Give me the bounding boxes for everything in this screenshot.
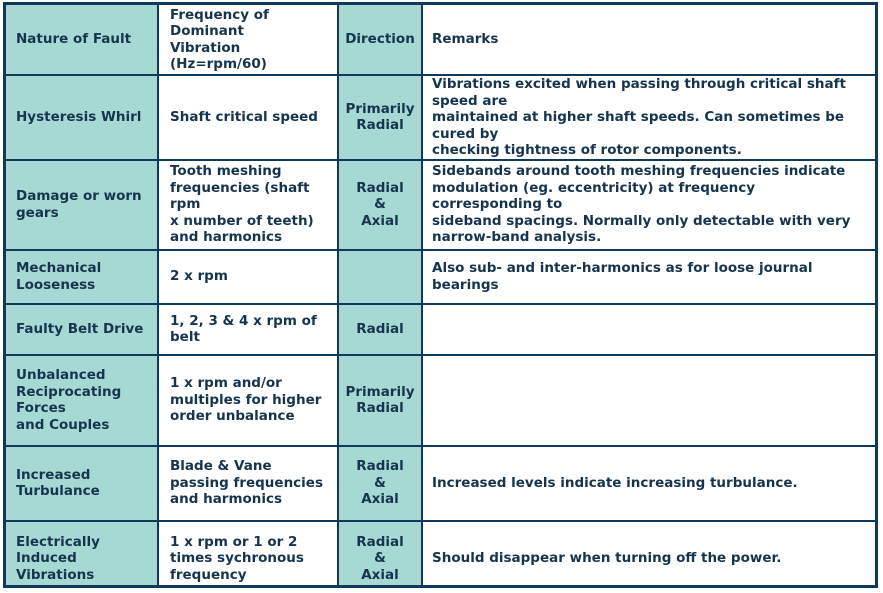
header-remarks: Remarks	[422, 5, 875, 75]
table-row	[6, 355, 875, 446]
table-row	[6, 446, 875, 521]
remarks-cell: Vibrations excited when passing through critical shaft speed are maintained at higher shaft speeds. Can sometimes be cured by checking tightness of rotor components.	[422, 75, 875, 160]
remarks-cell: Increased levels indicate increasing turbulance.	[422, 446, 875, 521]
fault-cell: Increased Turbulance	[6, 446, 158, 521]
frequency-cell: 1, 2, 3 & 4 x rpm of belt	[158, 304, 338, 355]
fault-cell: Hysteresis Whirl	[6, 75, 158, 160]
header-fault: Nature of Fault	[6, 5, 158, 75]
remarks-cell: Also sub- and inter-harmonics as for loose journal bearings	[422, 250, 875, 304]
table-header-row	[6, 5, 875, 75]
fault-cell: Damage or worn gears	[6, 160, 158, 250]
fault-table	[3, 2, 878, 588]
fault-cell: Mechanical Looseness	[6, 250, 158, 304]
header-frequency: Frequency of Dominant Vibration (Hz=rpm/60)	[158, 5, 338, 75]
remarks-cell	[422, 355, 875, 446]
header-direction: Direction	[338, 5, 422, 75]
frequency-cell: Shaft critical speed	[158, 75, 338, 160]
remarks-cell	[422, 304, 875, 355]
table-row	[6, 521, 875, 589]
table-row	[6, 304, 875, 355]
fault-table-grid	[6, 5, 875, 588]
direction-cell: Radial & Axial	[338, 160, 422, 250]
direction-cell: Primarily Radial	[338, 75, 422, 160]
direction-cell: Primarily Radial	[338, 355, 422, 446]
direction-cell: Radial & Axial	[338, 446, 422, 521]
frequency-cell: 2 x rpm	[158, 250, 338, 304]
frequency-cell: Blade & Vane passing frequencies and harmonics	[158, 446, 338, 521]
direction-cell: Radial & Axial	[338, 521, 422, 589]
fault-cell: Electrically Induced Vibrations	[6, 521, 158, 589]
direction-cell	[338, 250, 422, 304]
remarks-cell: Sidebands around tooth meshing frequencies indicate modulation (eg. eccentricity) at frequency corresponding to sideband spacings. Normally only detectable with very narrow-band analysis.	[422, 160, 875, 250]
fault-cell: Faulty Belt Drive	[6, 304, 158, 355]
frequency-cell: 1 x rpm or 1 or 2 times sychronous frequency	[158, 521, 338, 589]
table-row	[6, 250, 875, 304]
frequency-cell: Tooth meshing frequencies (shaft rpm x number of teeth) and harmonics	[158, 160, 338, 250]
fault-cell: Unbalanced Reciprocating Forces and Couples	[6, 355, 158, 446]
direction-cell: Radial	[338, 304, 422, 355]
table-row	[6, 75, 875, 160]
frequency-cell: 1 x rpm and/or multiples for higher order unbalance	[158, 355, 338, 446]
remarks-cell: Should disappear when turning off the power.	[422, 521, 875, 589]
table-row	[6, 160, 875, 250]
